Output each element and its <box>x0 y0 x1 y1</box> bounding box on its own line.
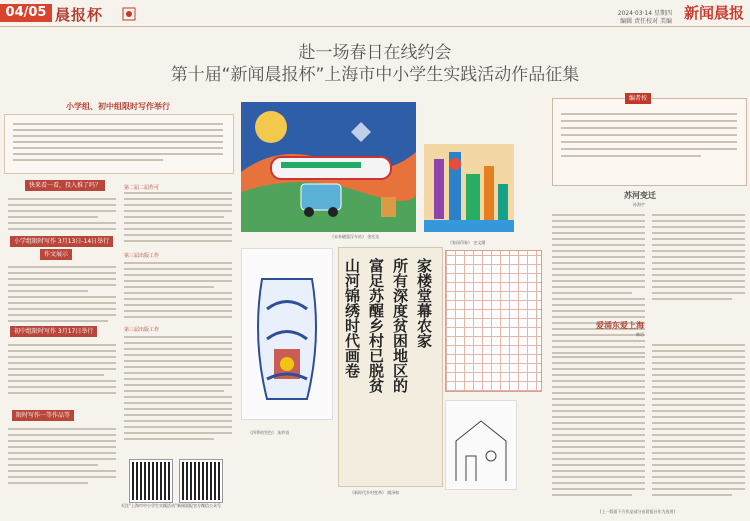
intro-box <box>4 114 234 174</box>
text-head: 第三届出版工作 <box>124 253 160 259</box>
header-divider <box>0 26 750 27</box>
artwork-caption: 《四季的雪色》 朱妙语 <box>248 430 290 435</box>
section-title: 晨报杯 <box>55 6 104 24</box>
artwork-sketch <box>445 400 517 490</box>
page-header <box>0 0 750 26</box>
block-label: 限时写作一等作品等 <box>12 410 74 421</box>
calligraphy-column: 所有深度贫困地区的 <box>391 258 409 393</box>
city-painting <box>424 144 514 232</box>
block-label: 快来看一看，投入推了吗？ <box>25 180 105 191</box>
qr-caption: 新闻晨报官方微信公众号 <box>177 503 221 508</box>
calligraphy-column: 富足苏醒乡村已脱贫 <box>367 258 385 393</box>
essay-title: 爱涌东爱上海 <box>596 321 644 330</box>
editor-note-label: 编者按 <box>625 93 651 104</box>
page-footer: (上一版面下方作品部分由晨报社作为选用) <box>600 509 676 514</box>
headline-line2: 第十届“新闻晨报杯”上海市中小学生实践活动作品征集 <box>170 65 580 85</box>
headline-line1: 赴一场春日在线约会 <box>298 43 452 63</box>
artwork-caption: 《未来磁悬浮车站》 金宏达 <box>330 234 380 239</box>
left-subtitle: 小学组、初中组限时写作举行 <box>66 102 170 111</box>
decoration-icon <box>122 6 136 20</box>
artwork-calligraphy <box>338 247 443 487</box>
qr-code[interactable] <box>180 460 222 502</box>
pot-painting <box>242 249 332 419</box>
date-line: 2024·03·14 星期四 <box>617 10 672 17</box>
qr-caption: 关注“上海市中小学生实践活动” <box>120 503 178 508</box>
newspaper-logo: 新闻晨报 <box>683 4 744 22</box>
artwork-train <box>241 102 416 232</box>
artwork-caption: 《家园印象》 史文涵 <box>448 240 486 245</box>
block-label: 作文展示 <box>40 249 72 260</box>
calligraphy-column: 山河锦绣时代画卷 <box>343 258 361 378</box>
block-label: 初中组限时写作 3月17日举行 <box>10 326 97 337</box>
editor-line: 编辑 责任校对 美编 <box>620 18 672 25</box>
calligraphy-column: 家楼堂幕农家 <box>415 258 433 348</box>
essay-author: 孙海宇 <box>633 202 645 207</box>
essay-author: 韩语 <box>636 332 644 337</box>
artwork-pot <box>241 248 333 420</box>
page-number: 04/05 <box>0 4 52 22</box>
train-painting <box>241 102 416 232</box>
text-head: 第三届出版工作 <box>124 327 160 333</box>
text-head: 第二届二届作可 <box>124 185 160 191</box>
essay-title: 苏河变迁 <box>624 191 656 200</box>
artwork-city <box>424 144 514 232</box>
sketch-drawing <box>446 401 516 489</box>
qr-code[interactable] <box>130 460 172 502</box>
essay-grid-paper <box>445 250 542 392</box>
block-label: 小学组限时写作 3月13日-14日举行 <box>10 236 113 247</box>
editor-note-box <box>552 95 747 186</box>
artwork-caption: 《新时代乡村变革》 姚泽如 <box>350 490 400 495</box>
